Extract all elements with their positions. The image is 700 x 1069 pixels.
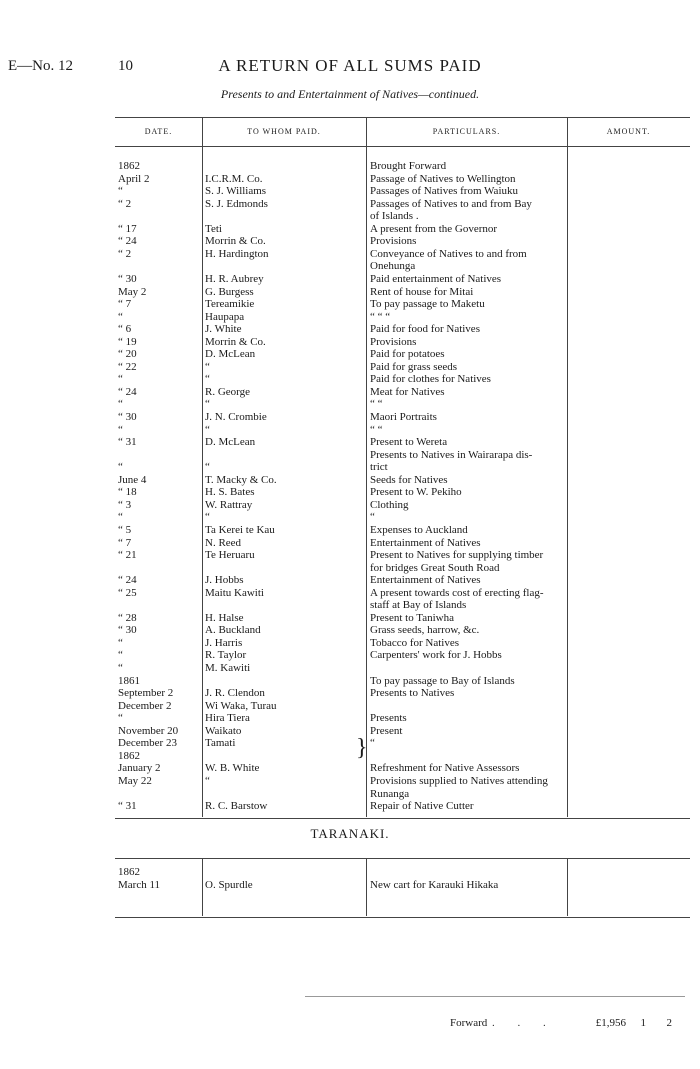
table-row xyxy=(0,461,700,474)
row-particulars: A present from the Governor xyxy=(370,222,498,235)
table-row xyxy=(0,474,700,487)
table-row xyxy=(0,486,700,499)
row-date: April 2 xyxy=(118,172,150,185)
row-payee: Ta Kerei te Kau xyxy=(205,523,275,536)
forward-pence: 2 xyxy=(666,1017,672,1029)
row-particulars: To pay passage to Bay of Islands xyxy=(370,674,515,687)
row-particulars: Entertainment of Natives xyxy=(370,536,481,549)
row-particulars: staff at Bay of Islands xyxy=(370,599,467,612)
table-row xyxy=(0,348,700,361)
row-payee: “ xyxy=(205,360,210,373)
row-payee: S. J. Edmonds xyxy=(205,197,268,210)
row-payee: R. C. Barstow xyxy=(205,800,268,813)
page-number: 10 xyxy=(118,58,133,74)
row-particulars: Present to W. Pekiho xyxy=(370,486,462,499)
row-date: “ xyxy=(118,310,123,323)
table-row xyxy=(0,725,700,738)
row-particulars: Brought Forward xyxy=(370,160,447,172)
row-payee: N. Reed xyxy=(205,536,242,549)
row-date: “ 24 xyxy=(118,235,137,248)
row-payee: Hira Tiera xyxy=(205,712,250,725)
table-row xyxy=(0,675,700,688)
row-particulars: Rent of house for Mitai xyxy=(370,285,474,298)
table-row xyxy=(0,537,700,550)
table-row xyxy=(0,879,700,892)
forward-rule xyxy=(305,996,685,997)
row-date: December 2 xyxy=(118,699,172,712)
row-particulars: Present to Taniwha xyxy=(370,611,454,624)
row-particulars: Clothing xyxy=(370,498,409,511)
row-particulars: Maori Portraits xyxy=(370,411,437,423)
row-date: “ 24 xyxy=(118,385,137,398)
table-row xyxy=(0,198,700,211)
row-date: “ xyxy=(118,373,123,386)
table-row xyxy=(0,800,700,813)
row-particulars: Passages of Natives to and from Bay xyxy=(370,197,532,210)
row-date: “ xyxy=(118,423,123,436)
row-particulars: Meat for Natives xyxy=(370,385,445,398)
row-particulars: for bridges Great South Road xyxy=(370,561,500,574)
row-payee: Tereamikie xyxy=(205,298,255,311)
table-row xyxy=(0,311,700,324)
row-date: “ 5 xyxy=(118,523,132,536)
table-row xyxy=(0,436,700,449)
row-payee: “ xyxy=(205,423,210,436)
row-particulars: Refreshment for Native Assessors xyxy=(370,762,520,775)
row-payee: Morrin & Co. xyxy=(205,335,266,348)
row-payee: Wi Waka, Turau xyxy=(205,699,277,712)
col-header-amount: AMOUNT. xyxy=(606,127,651,136)
row-payee: J. R. Clendon xyxy=(205,687,265,700)
row-particulars: Present to Wereta xyxy=(370,436,448,449)
row-date: “ xyxy=(118,662,123,674)
row-payee: Waikato xyxy=(205,724,242,737)
row-particulars: of Islands . xyxy=(370,210,419,223)
row-date: 1861 xyxy=(118,674,140,687)
row-date: “ 7 xyxy=(118,298,132,311)
row-particulars: “ “ xyxy=(370,398,383,411)
row-payee: W. Rattray xyxy=(205,498,253,511)
row-date: “ 25 xyxy=(118,586,137,599)
row-date: “ 7 xyxy=(118,536,132,549)
section-heading: TARANAKI. xyxy=(310,826,390,841)
table-row xyxy=(0,223,700,236)
table-row xyxy=(0,612,700,625)
row-particulars: trict xyxy=(370,461,388,474)
row-particulars: Provisions supplied to Natives attending xyxy=(370,774,548,787)
table-row xyxy=(0,273,700,286)
table-row xyxy=(0,185,700,198)
table-row xyxy=(0,762,700,775)
row-particulars: “ xyxy=(370,737,375,750)
row-particulars: A present towards cost of erecting flag- xyxy=(370,586,544,599)
table-row xyxy=(0,599,700,612)
table-row xyxy=(0,624,700,637)
row-date: “ 31 xyxy=(118,800,137,813)
row-date: “ xyxy=(118,649,123,662)
row-date: “ 17 xyxy=(118,222,137,235)
table-row xyxy=(0,248,700,261)
row-particulars: Paid for food for Natives xyxy=(370,323,480,336)
page-ref: E—No. 12 xyxy=(8,58,73,74)
page-title: A RETURN OF ALL SUMS PAID xyxy=(218,56,482,75)
row-payee: M. Kawiti xyxy=(205,662,251,674)
row-payee: J. Harris xyxy=(205,636,243,649)
row-particulars: Presents to Natives xyxy=(370,687,455,700)
row-particulars: New cart for Karauki Hikaka xyxy=(370,879,499,891)
row-particulars: Paid for grass seeds xyxy=(370,360,458,373)
row-payee: J. N. Crombie xyxy=(205,411,267,423)
row-payee: H. R. Aubrey xyxy=(205,272,264,285)
table-row xyxy=(0,323,700,336)
table-row xyxy=(0,637,700,650)
table-row xyxy=(0,499,700,512)
row-date: “ 30 xyxy=(118,272,137,285)
row-particulars: Paid for clothes for Natives xyxy=(370,373,491,386)
row-payee: R. George xyxy=(205,385,251,398)
row-date: November 20 xyxy=(118,724,179,737)
row-date: “ xyxy=(118,398,123,411)
row-date: “ 2 xyxy=(118,197,132,210)
row-date: “ 20 xyxy=(118,348,137,361)
row-particulars: To pay passage to Maketu xyxy=(370,298,485,311)
table-row xyxy=(0,361,700,374)
row-particulars: Presents xyxy=(370,712,407,725)
table-row xyxy=(0,662,700,675)
row-payee: “ xyxy=(205,373,210,386)
row-date: 1862 xyxy=(118,866,140,878)
row-date: “ 28 xyxy=(118,611,137,624)
row-date: “ 3 xyxy=(118,498,132,511)
row-payee: R. Taylor xyxy=(205,649,247,662)
row-particulars: Provisions xyxy=(370,235,417,248)
row-particulars: Tobacco for Natives xyxy=(370,636,460,649)
row-payee: I.C.R.M. Co. xyxy=(205,172,263,185)
col-header-payee: TO WHOM PAID. xyxy=(247,127,321,136)
row-date: “ 31 xyxy=(118,436,137,449)
table-row xyxy=(0,775,700,788)
row-particulars: Presents to Natives in Wairarapa dis- xyxy=(370,448,533,461)
row-particulars: Passage of Natives to Wellington xyxy=(370,172,516,185)
forward-label: Forward xyxy=(450,1017,488,1029)
row-particulars: Passages of Natives from Waiuku xyxy=(370,185,518,198)
col-header-particulars: PARTICULARS. xyxy=(432,127,501,136)
row-date: September 2 xyxy=(118,687,174,700)
table-row xyxy=(0,511,700,524)
table-row xyxy=(0,373,700,386)
row-date: “ 18 xyxy=(118,486,137,499)
table-row xyxy=(0,298,700,311)
row-particulars: “ xyxy=(370,511,375,524)
row-particulars: “ “ xyxy=(370,423,383,436)
page-subtitle: Presents to and Entertainment of Natives—continued. xyxy=(220,87,480,101)
table-row xyxy=(0,712,700,725)
row-date: March 11 xyxy=(118,879,161,891)
row-date: “ xyxy=(118,712,123,725)
table-row xyxy=(0,562,700,575)
row-particulars: Present to Natives for supplying timber xyxy=(370,549,544,562)
table-row xyxy=(0,286,700,299)
table-row xyxy=(0,866,700,879)
row-payee: Te Heruaru xyxy=(205,549,255,562)
row-payee: H. S. Bates xyxy=(205,486,255,499)
row-date: “ xyxy=(118,511,123,524)
presents-brace: } xyxy=(356,735,368,761)
row-date: “ xyxy=(118,185,123,198)
row-particulars: Paid entertainment of Natives xyxy=(370,272,502,285)
row-date: “ xyxy=(118,636,123,649)
row-payee: H. Halse xyxy=(205,611,244,624)
row-payee: Haupapa xyxy=(205,310,245,323)
row-date: “ 22 xyxy=(118,360,137,373)
table-row xyxy=(0,424,700,437)
row-date: 1862 xyxy=(118,749,140,762)
table-row xyxy=(0,737,700,750)
row-particulars: Provisions xyxy=(370,335,417,348)
table-row xyxy=(0,587,700,600)
row-particulars: Paid for potatoes xyxy=(370,348,445,361)
row-payee: H. Hardington xyxy=(205,247,269,260)
table-row xyxy=(0,160,700,173)
row-date: “ 30 xyxy=(118,624,137,637)
table-row xyxy=(0,687,700,700)
row-date: “ 21 xyxy=(118,549,137,562)
row-payee: Tamati xyxy=(205,737,236,750)
row-payee: W. B. White xyxy=(205,762,260,775)
forward-pounds: £1,956 xyxy=(595,1017,626,1029)
row-date: “ 30 xyxy=(118,411,137,423)
forward-dots: . . . xyxy=(492,1017,556,1029)
row-particulars: Grass seeds, harrow, &c. xyxy=(370,624,480,637)
row-particulars: Runanga xyxy=(370,787,410,800)
row-payee: “ xyxy=(205,511,210,524)
row-date: 1862 xyxy=(118,160,140,172)
table-row xyxy=(0,449,700,462)
row-particulars: “ “ “ xyxy=(370,310,391,323)
row-particulars: Repair of Native Cutter xyxy=(370,800,474,813)
row-particulars: Entertainment of Natives xyxy=(370,574,481,587)
row-date: “ 6 xyxy=(118,323,132,336)
table-row xyxy=(0,788,700,801)
row-payee: S. J. Williams xyxy=(205,185,267,198)
forward-shillings: 1 xyxy=(640,1017,646,1029)
row-date: May 22 xyxy=(118,774,152,787)
row-date: “ 24 xyxy=(118,574,137,587)
row-date: June 4 xyxy=(118,473,147,486)
row-payee: “ xyxy=(205,461,210,474)
table-row xyxy=(0,398,700,411)
table-row xyxy=(0,386,700,399)
table-row xyxy=(0,574,700,587)
table-row xyxy=(0,411,700,424)
row-payee: “ xyxy=(205,398,210,411)
row-particulars: Seeds for Natives xyxy=(370,473,448,486)
row-payee: T. Macky & Co. xyxy=(205,473,277,486)
row-payee: A. Buckland xyxy=(205,624,261,637)
table-row xyxy=(0,336,700,349)
row-payee: “ xyxy=(205,774,210,787)
row-particulars: Expenses to Auckland xyxy=(370,523,468,536)
row-payee: O. Spurdle xyxy=(205,879,253,891)
table-row xyxy=(0,173,700,186)
row-payee: G. Burgess xyxy=(205,285,254,298)
row-date: “ xyxy=(118,461,123,474)
table-row xyxy=(0,524,700,537)
table-row xyxy=(0,700,700,713)
row-particulars: Onehunga xyxy=(370,260,416,273)
row-payee: D. McLean xyxy=(205,436,256,449)
table-row xyxy=(0,260,700,273)
row-payee: Maitu Kawiti xyxy=(205,586,264,599)
table-row xyxy=(0,235,700,248)
row-payee: J. White xyxy=(205,323,242,336)
row-date: “ 2 xyxy=(118,247,132,260)
row-date: “ 19 xyxy=(118,335,137,348)
row-particulars: Conveyance of Natives to and from xyxy=(370,247,527,260)
col-header-date: DATE. xyxy=(144,127,173,136)
row-date: May 2 xyxy=(118,285,147,298)
row-payee: Teti xyxy=(205,222,222,235)
row-particulars: Carpenters' work for J. Hobbs xyxy=(370,649,502,662)
row-payee: D. McLean xyxy=(205,348,256,361)
row-particulars: Present xyxy=(370,724,403,737)
table-row xyxy=(0,750,700,763)
table-row xyxy=(0,549,700,562)
row-payee: J. Hobbs xyxy=(205,574,244,587)
row-date: December 23 xyxy=(118,737,177,750)
row-payee: Morrin & Co. xyxy=(205,235,266,248)
table-row xyxy=(0,210,700,223)
row-date: January 2 xyxy=(118,762,161,775)
table-row xyxy=(0,649,700,662)
